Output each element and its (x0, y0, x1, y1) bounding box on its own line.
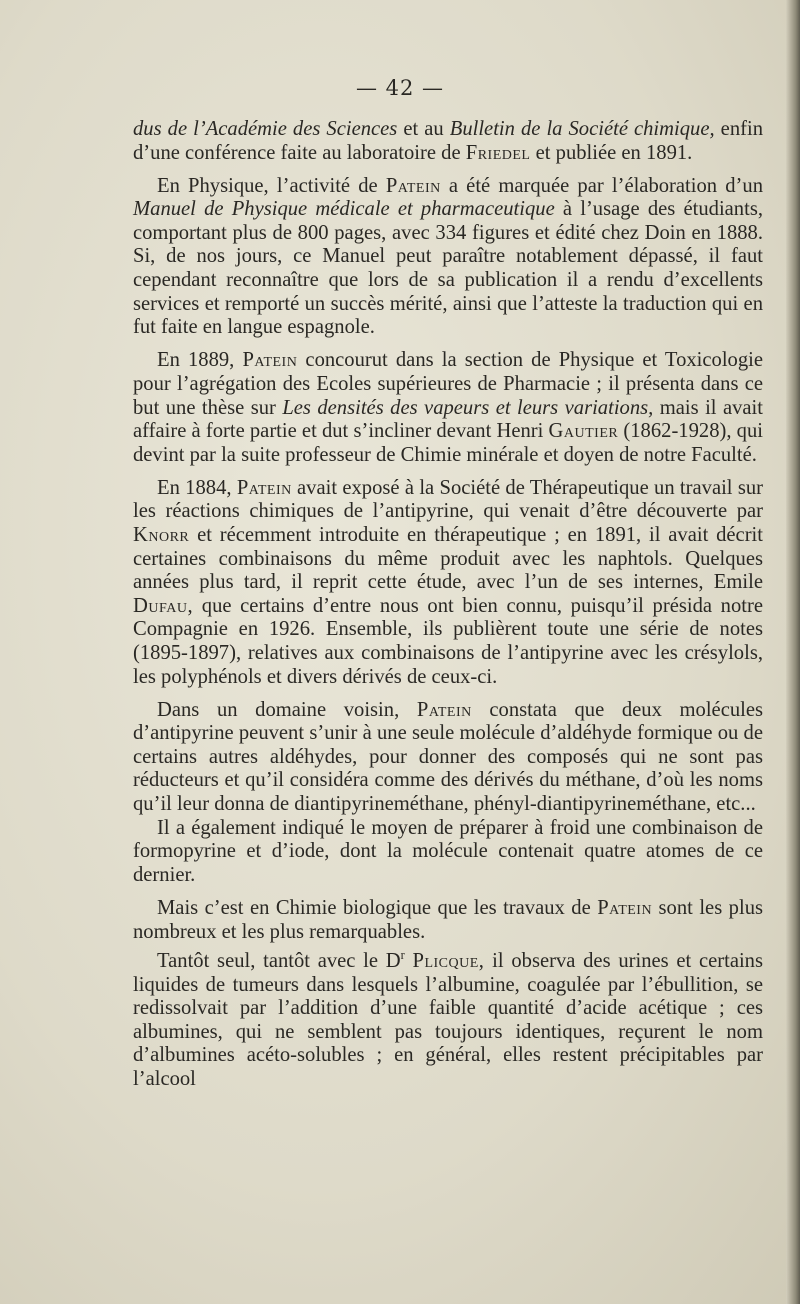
paragraph (133, 477, 763, 689)
italic-title: dus de l’Académie des Sciences (133, 118, 398, 140)
text-segment: mais il avait affaire à forte partie et dut s’incliner devant Henri (133, 396, 763, 443)
italic-title: Les densités des vapeurs et leurs variations, (282, 396, 654, 419)
author-name: Plicque, (412, 949, 485, 972)
page-number: — 42 — (355, 76, 445, 100)
text-segment: sont les plus nombreux et les plus remarquables. (133, 896, 764, 943)
author-name: Patein (236, 476, 292, 499)
text-segment: concourut dans la section de Physique et Toxicologie pour l’agrégation des Ecoles supérieures de Pharmacie ; il présenta dans ce but une thèse sur (133, 349, 763, 419)
text-segment: et récemment introduite en thérapeutique ; en 1891, il avait décrit certaines combinaisons du même produit avec les naphtols. Quelques années plus tard, il reprit cette étude, avec l’un de ses internes, Emile (133, 524, 763, 594)
text-segment: à l’usage des étudiants, comportant plus de 800 pages, avec 334 figures et édité chez Doin en 1888. Si, de nos jours, ce Manuel peut paraître notablement dépassé, il faut cependant reconnaître que lors de sa publication il a rendu d’excellents services et remporté un succès mérité, ainsi que l’atteste la traduction qui en fut faite en langue espagnole. (133, 198, 763, 339)
text-segment: En 1889, (157, 349, 243, 372)
italic-title: Bulletin de la Société chimique, (449, 118, 715, 140)
paragraph (133, 944, 763, 1091)
text-segment: Tantôt seul, tantôt avec le D (157, 949, 401, 972)
author-name: Gautier (548, 420, 619, 443)
paragraph (133, 349, 763, 467)
body-text (133, 118, 763, 1101)
italic-title: Manuel de Physique médicale et pharmaceutique (133, 198, 555, 221)
text-segment: avait exposé à la Société de Thérapeutique un travail sur les réactions chimiques de l’antipyrine, qui venait d’être découverte par (133, 476, 764, 523)
author-name: Patein (385, 174, 441, 197)
paragraph (133, 175, 763, 340)
author-name: Patein (416, 698, 472, 721)
paragraph (133, 118, 763, 165)
author-name: Friedel (465, 141, 531, 164)
text-segment: (1862-1928), qui devint par la suite professeur de Chimie minérale et doyen de notre Faculté. (133, 420, 763, 466)
text-segment: En 1884, (157, 476, 237, 499)
text-segment: r (400, 948, 405, 963)
author-name: Dufau, (133, 594, 194, 617)
text-segment: que certains d’entre nous ont bien connu, puisqu’il présida notre Compagnie en 1926. Ensemble, ils publièrent toute une série de notes (1895-1897), relatives aux combinaisons de l’antipyrine avec les crésylols, les polyphénols et divers dérivés de ceux-ci. (133, 594, 763, 688)
paragraph (133, 897, 763, 944)
page-edge-shadow (786, 0, 800, 1304)
text-segment: a été marquée par l’élaboration d’un (440, 174, 763, 197)
text-segment: constata que deux molécules d’antipyrine peuvent s’unir à une seule molécule d’aldéhyde formique ou de certains autres aldéhydes, pour donner des composés qui ne sont pas réducteurs et qu’il considéra comme des dérivés du méthane, d’où les noms qu’il leur donna de diantipyrineméthane, phényl-diantipyrineméthane, etc... (133, 698, 764, 816)
text-segment: Dans un domaine voisin, (157, 698, 417, 721)
author-name: Patein (242, 349, 298, 372)
author-name: Patein (597, 896, 653, 919)
text-segment: et au (397, 118, 450, 140)
text-segment: et publiée en 1891. (530, 141, 693, 164)
text-segment: il observa des urines et certains liquides de tumeurs dans lesquels l’albumine, coagulée par l’ébullition, se redissolvait par l’addition d’une faible quantité d’acide acétique ; ces albumines, qui ne semblent pas toujours identiques, reçurent le nom d’albumines acéto-solubles ; en général, elles restent précipitables par l’alcool (133, 949, 763, 1090)
text-segment: En Physique, l’activité de (157, 174, 386, 197)
paragraph (133, 699, 763, 817)
text-segment (405, 950, 413, 972)
text-segment: enfin d’une conférence faite au laboratoire de (133, 118, 763, 164)
text-segment: Il a également indiqué le moyen de préparer à froid une combinaison de formopyrine et d’iode, dont la molécule contenait quatre atomes de ce dernier. (133, 816, 763, 886)
text-segment: Mais c’est en Chimie biologique que les travaux de (157, 896, 598, 919)
paragraph (133, 817, 763, 888)
author-name: Knorr (133, 524, 190, 546)
